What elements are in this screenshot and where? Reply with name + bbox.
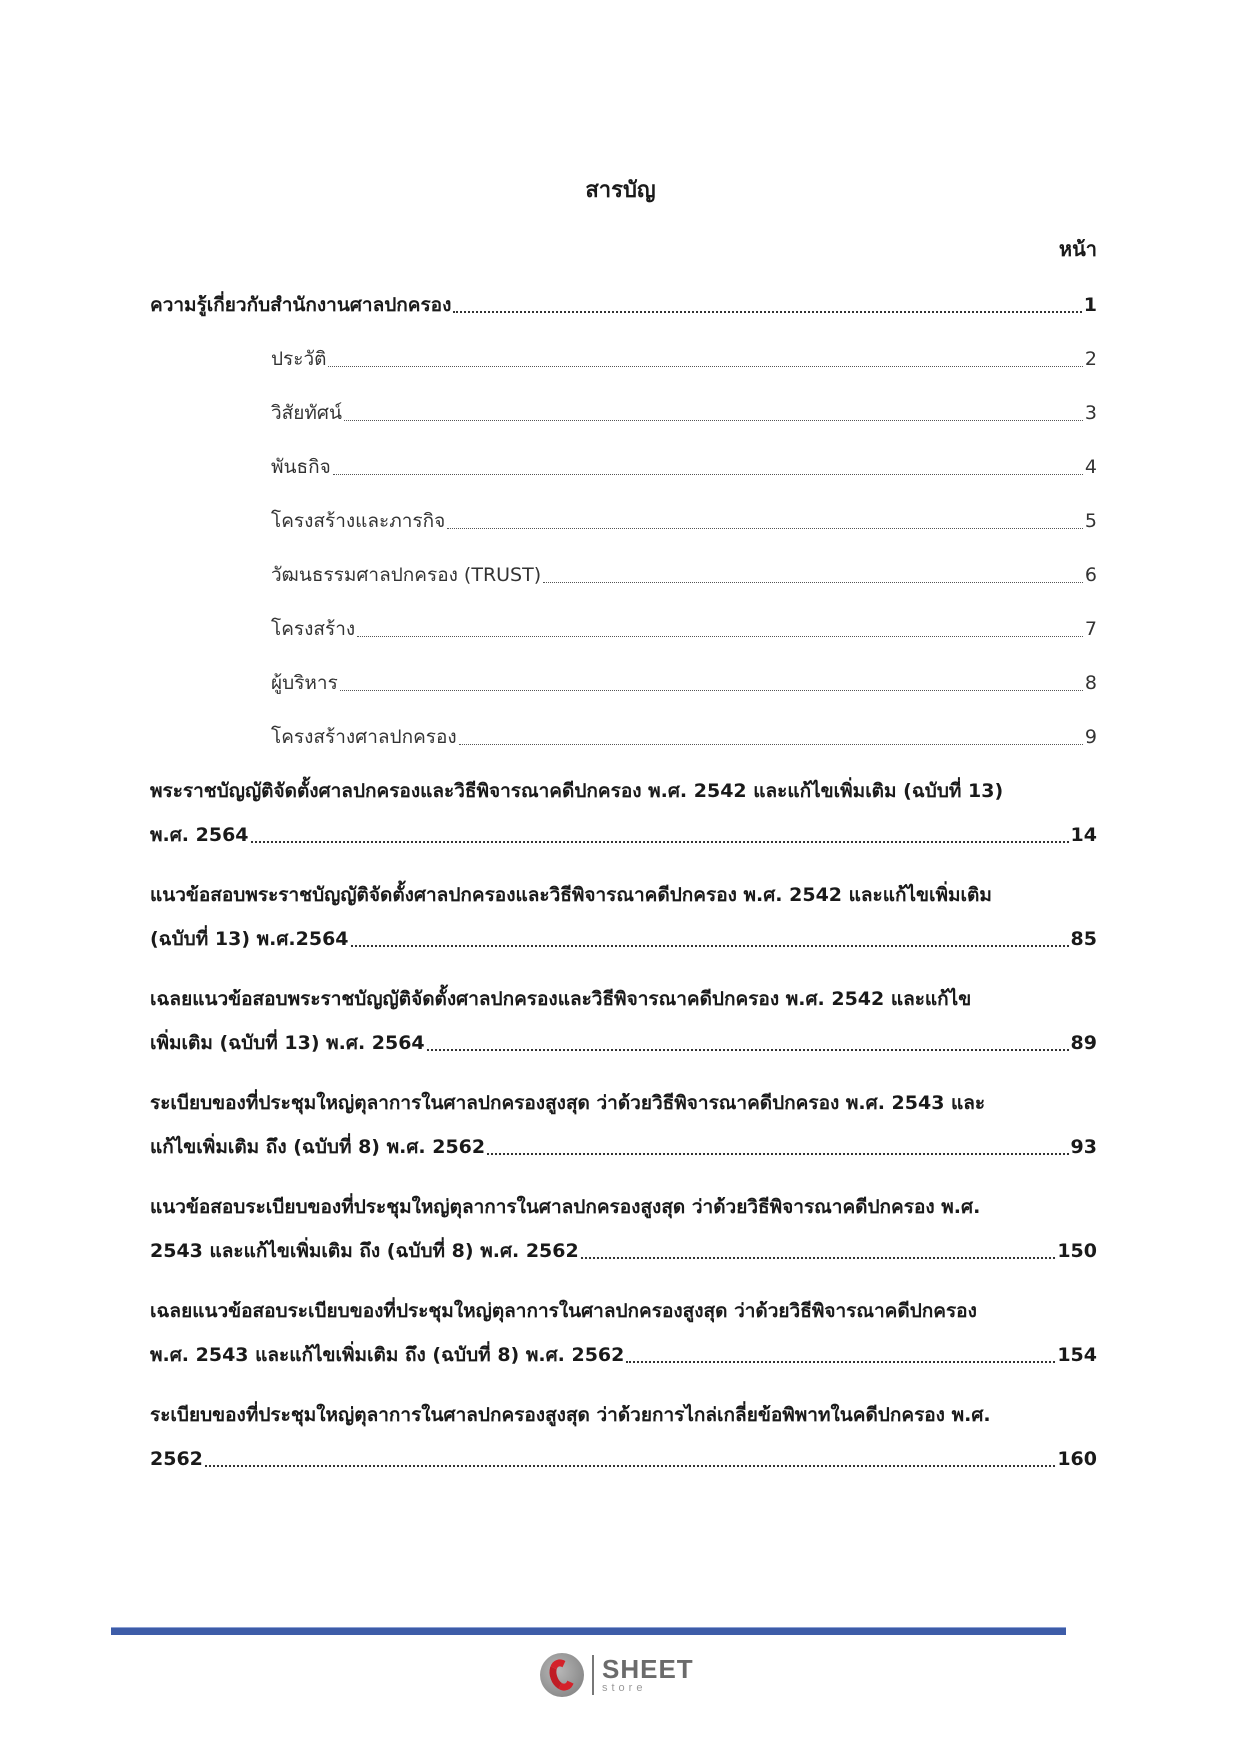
toc-subentry-title: พันธกิจ <box>271 456 331 478</box>
toc-entry-title-line1: แนวข้อสอบพระราชบัญญัติจัดตั้งศาลปกครองและวิธีพิจารณาคดีปกครอง พ.ศ. 2542 และแก้ไขเพิ่มเติม <box>150 884 992 906</box>
toc-page-number: 4 <box>1084 456 1097 478</box>
dot-leader <box>344 420 1083 421</box>
toc-subentry[interactable] <box>150 344 1097 374</box>
toc-subentry-title: ประวัติ <box>271 348 327 370</box>
dot-leader <box>427 1049 1069 1051</box>
dot-leader <box>328 366 1082 367</box>
toc-entry-main[interactable] <box>150 1400 1097 1474</box>
toc-entry-title-line2: พ.ศ. 2543 และแก้ไขเพิ่มเติม ถึง (ฉบับที่ 8) พ.ศ. 2562 <box>150 1344 625 1366</box>
toc-page-number: 6 <box>1084 564 1097 586</box>
toc-entry-title-line1: ระเบียบของที่ประชุมใหญ่ตุลาการในศาลปกครองสูงสุด ว่าด้วยวิธีพิจารณาคดีปกครอง พ.ศ. 2543 และ <box>150 1092 986 1114</box>
toc-subentry-title: โครงสร้าง <box>271 618 356 640</box>
toc-entry-title-line1: ระเบียบของที่ประชุมใหญ่ตุลาการในศาลปกครองสูงสุด ว่าด้วยการไกล่เกลี่ยข้อพิพาทในคดีปกครอง พ.ศ. <box>150 1404 991 1426</box>
page-column-label: หน้า <box>1058 237 1097 261</box>
dot-leader <box>543 582 1083 583</box>
toc-entry-title-line1: พระราชบัญญัติจัดตั้งศาลปกครองและวิธีพิจารณาคดีปกครอง พ.ศ. 2542 และแก้ไขเพิ่มเติม (ฉบับที่ 13) <box>150 780 1004 802</box>
toc-subentry[interactable] <box>150 506 1097 536</box>
toc-page-number: 160 <box>1057 1448 1097 1470</box>
toc-page-number: 14 <box>1070 824 1097 846</box>
toc-entry-main[interactable] <box>150 1088 1097 1162</box>
dot-leader <box>251 841 1069 843</box>
toc-page-number: 150 <box>1057 1240 1097 1262</box>
toc-entry-main[interactable] <box>150 984 1097 1058</box>
toc-subentry-title: วิสัยทัศน์ <box>271 402 342 424</box>
toc-entry-title-line2: พ.ศ. 2564 <box>150 824 249 846</box>
toc-page-number: 93 <box>1070 1136 1097 1158</box>
dot-leader <box>333 474 1083 475</box>
toc-entry-main[interactable] <box>150 776 1097 850</box>
dot-leader <box>351 945 1069 947</box>
dot-leader <box>581 1257 1056 1259</box>
toc-subentry[interactable] <box>150 668 1097 698</box>
dot-leader <box>487 1153 1068 1155</box>
dot-leader <box>447 528 1083 529</box>
toc-entry-main[interactable] <box>150 290 1097 320</box>
toc-entry-title-line2: 2543 และแก้ไขเพิ่มเติม ถึง (ฉบับที่ 8) พ.ศ. 2562 <box>150 1240 579 1262</box>
sheet-store-logo <box>540 1652 694 1698</box>
toc-entry-main[interactable] <box>150 880 1097 954</box>
toc-page-number: 9 <box>1084 726 1097 748</box>
toc-subentry[interactable] <box>150 614 1097 644</box>
toc-entry-title-line2: แก้ไขเพิ่มเติม ถึง (ฉบับที่ 8) พ.ศ. 2562 <box>150 1136 486 1158</box>
toc-entry-title-line2: (ฉบับที่ 13) พ.ศ.2564 <box>150 928 349 950</box>
toc-subentry-title: โครงสร้างและภารกิจ <box>271 510 446 532</box>
footer-rule <box>111 1627 1066 1635</box>
toc-entry-title-line2: 2562 <box>150 1448 203 1470</box>
dot-leader <box>205 1465 1055 1467</box>
toc-entry-title-line2: เพิ่มเติม (ฉบับที่ 13) พ.ศ. 2564 <box>150 1032 425 1054</box>
toc-entry-title: ความรู้เกี่ยวกับสำนักงานศาลปกครอง <box>150 294 452 316</box>
logo-word: SHEET <box>602 1654 694 1684</box>
toc-entry-title-line1: เฉลยแนวข้อสอบระเบียบของที่ประชุมใหญ่ตุลาการในศาลปกครองสูงสุด ว่าด้วยวิธีพิจารณาคดีปกครอง <box>150 1300 977 1322</box>
toc-subentry-title: โครงสร้างศาลปกครอง <box>271 726 457 748</box>
dot-leader <box>340 690 1083 691</box>
toc-page-number: 7 <box>1084 618 1097 640</box>
logo-s-icon <box>540 1653 584 1697</box>
toc-subentry[interactable] <box>150 398 1097 428</box>
toc-page-number: 3 <box>1084 402 1097 424</box>
toc-entry-main[interactable] <box>150 1192 1097 1266</box>
toc-page-number: 154 <box>1057 1344 1097 1366</box>
toc-page-number: 85 <box>1070 928 1097 950</box>
toc-page-number: 5 <box>1084 510 1097 532</box>
dot-leader <box>459 744 1083 745</box>
toc-subentry-title: ผู้บริหาร <box>271 672 338 694</box>
page-title: สารบัญ <box>585 178 656 203</box>
toc-page-number: 89 <box>1070 1032 1097 1054</box>
toc-page-number: 1 <box>1083 294 1097 316</box>
toc-entry-title-line1: เฉลยแนวข้อสอบพระราชบัญญัติจัดตั้งศาลปกครองและวิธีพิจารณาคดีปกครอง พ.ศ. 2542 และแก้ไข <box>150 988 972 1010</box>
logo-divider <box>592 1655 594 1695</box>
toc-subentry[interactable] <box>150 722 1097 752</box>
dot-leader <box>626 1361 1055 1363</box>
toc-subentry-title: วัฒนธรรมศาลปกครอง (TRUST) <box>271 564 542 586</box>
logo-text <box>602 1656 694 1694</box>
toc-subentry[interactable] <box>150 560 1097 590</box>
logo-sub: store <box>602 1682 647 1694</box>
toc-page-number: 8 <box>1084 672 1097 694</box>
toc-entry-main[interactable] <box>150 1296 1097 1370</box>
dot-leader <box>453 311 1081 313</box>
toc-entry-title-line1: แนวข้อสอบระเบียบของที่ประชุมใหญ่ตุลาการในศาลปกครองสูงสุด ว่าด้วยวิธีพิจารณาคดีปกครอง พ.ศ. <box>150 1196 981 1218</box>
dot-leader <box>357 636 1083 637</box>
toc-page-number: 2 <box>1084 348 1097 370</box>
toc-subentry[interactable] <box>150 452 1097 482</box>
